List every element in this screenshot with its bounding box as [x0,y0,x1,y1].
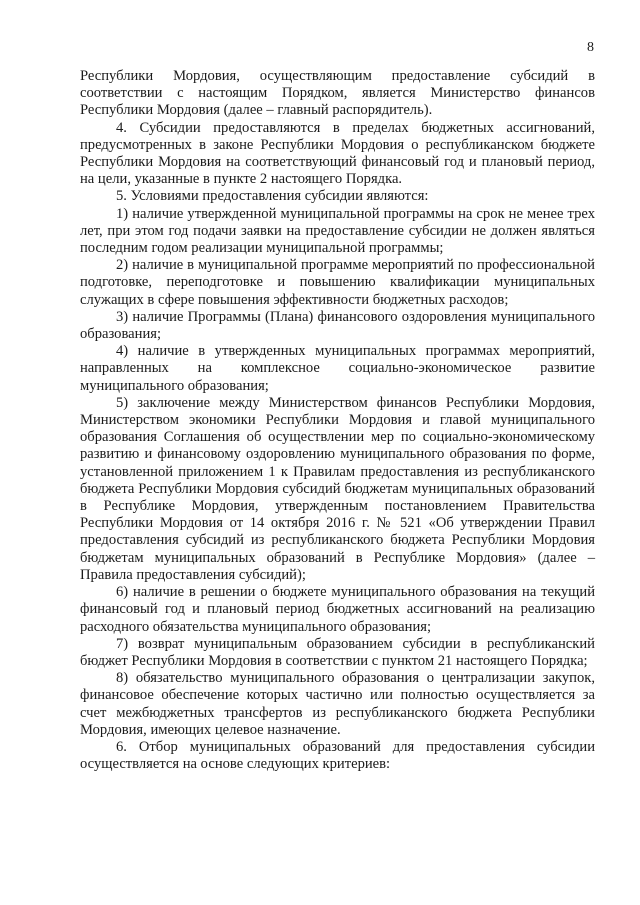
paragraph-clause-6: 6. Отбор муниципальных образований для предоставления субсидии осуществляется на основе следующих критериев: [80,738,595,773]
document-body [80,68,595,773]
paragraph-condition-2: 2) наличие в муниципальной программе мероприятий по профессиональной подготовке, переподготовке и повышению квалификации муниципальных служащих в сфере повышения эффективности бюджетных расходов; [80,257,595,308]
paragraph-condition-8: 8) обязательство муниципального образования о централизации закупок, финансовое обеспечение которых частично или полностью осуществляется за счет межбюджетных трансфертов из республиканского бюджета Республики Мордовия, имеющих целевое назначение. [80,670,595,738]
page-number: 8 [587,40,594,55]
paragraph-condition-7: 7) возврат муниципальным образованием субсидии в республиканский бюджет Республики Мордовия в соответствии с пунктом 21 настоящего Порядка; [80,635,595,669]
paragraph-condition-1: 1) наличие утвержденной муниципальной программы на срок не менее трех лет, при этом год подачи заявки на предоставление субсидии не должен являться последним годом реализации муниципальной программы; [80,205,595,257]
paragraph-condition-5: 5) заключение между Министерством финансов Республики Мордовия, Министерством экономики Республики Мордовия и главой муниципального образования Соглашения об осуществлении мер по социально-экономическому развитию и финансовому оздоровлению муниципального образования по форме, установленной приложением 1 к Правилам предоставления из республиканского бюджета Республики Мордовия субсидий бюджетам муниципальных образований в Республике Мордовия, утвержденным постановлением Правительства Республики Мордовия от 14 октября 2016 г. № 521 «Об утверждении Правил предоставления субсидий из республиканского бюджета Республики Мордовия бюджетам муниципальных образований в Республике Мордовия» (далее – Правила предоставления субсидий); [80,394,595,583]
paragraph-condition-3: 3) наличие Программы (Плана) финансового оздоровления муниципального образования; [80,308,595,343]
paragraph-condition-6: 6) наличие в решении о бюджете муниципального образования на текущий финансовый год и плановый период бюджетных ассигнований на реализацию расходного обязательства муниципального образования; [80,584,595,635]
paragraph-clause-5: 5. Условиями предоставления субсидии являются: [116,188,429,205]
paragraph-clause-4: 4. Субсидии предоставляются в пределах бюджетных ассигнований, предусмотренных в законе Республики Мордовия о республиканском бюджете Республики Мордовия на соответствующий финансовый год и плановый период, на цели, указанные в пункте 2 настоящего Порядка. [80,119,595,188]
paragraph-condition-4: 4) наличие в утвержденных муниципальных программах мероприятий, направленных на комплексное социально-экономическое развитие муниципального образования; [80,343,595,394]
paragraph-continuation: Республики Мордовия, осуществляющим предоставление субсидий в соответствии с настоящим Порядком, является Министерство финансов Республики Мордовия (далее – главный распорядитель). [80,68,595,119]
